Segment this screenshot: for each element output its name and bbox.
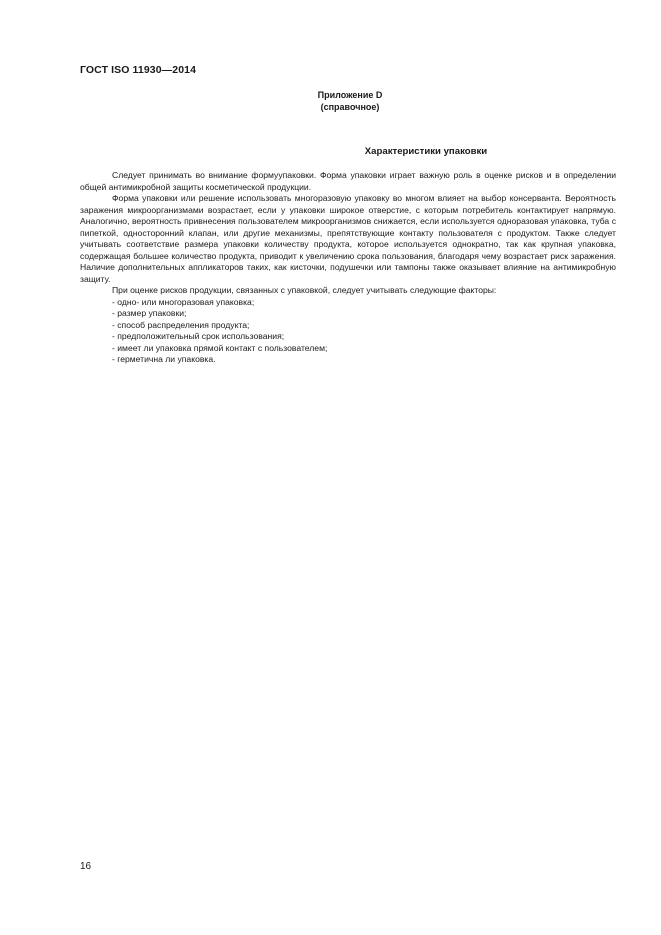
paragraph: При оценке рисков продукции, связанных с упаковкой, следует учитывать следующие факторы: bbox=[112, 285, 497, 295]
list-item: - способ распределения продукта; bbox=[112, 319, 250, 330]
standard-code-header: ГОСТ ISO 11930—2014 bbox=[80, 64, 197, 76]
paragraph: Следует принимать во внимание формуупаковки. Форма упаковки играет важную роль в оценке рисков и в определении общей антимикробной защиты косметической продукции. bbox=[80, 170, 616, 192]
list-item: - одно- или многоразовая упаковка; bbox=[112, 296, 255, 307]
list-item: - предположительный срок использования; bbox=[112, 331, 285, 341]
paragraph: Форма упаковки или решение использовать многоразовую упаковку во многом влияет на выбор консерванта. Вероятность заражения микроорганизмами возрастает, если у упаковки широкое отверстие, с которым потребитель контактирует напрямую. Аналогично, вероятность привнесения пользователем микроорганизмов снижается, если используется одноразовая упаковка, туба с пипеткой, односторонний клапан, или другие механизмы, препятствующие контакту пользователя с продуктом. Также следует учитывать соответствие размера упаковки количеству продукта, которое используется однократно, так как крупная упаковка, содержащая большее количество продукта, приводит к увеличению срока пользования, благодаря чему возрастает риск заражения. Наличие дополнительных аппликаторов таких, как кисточки, подушечки или тампоны также оказывает влияние на антимикробную защиту. bbox=[80, 193, 616, 284]
list-item: - герметична ли упаковка. bbox=[112, 354, 216, 364]
annex-type: (справочное) bbox=[320, 102, 380, 112]
page-number: 16 bbox=[80, 861, 92, 872]
list-item: - размер упаковки; bbox=[112, 308, 187, 318]
list-item: - имеет ли упаковка прямой контакт с пользователем; bbox=[112, 342, 328, 353]
factors-list bbox=[80, 297, 616, 366]
annex-title: Приложение D bbox=[317, 90, 383, 100]
section-title: Характеристики упаковки bbox=[364, 146, 488, 157]
annex-heading bbox=[310, 89, 390, 113]
body-text bbox=[80, 170, 616, 366]
